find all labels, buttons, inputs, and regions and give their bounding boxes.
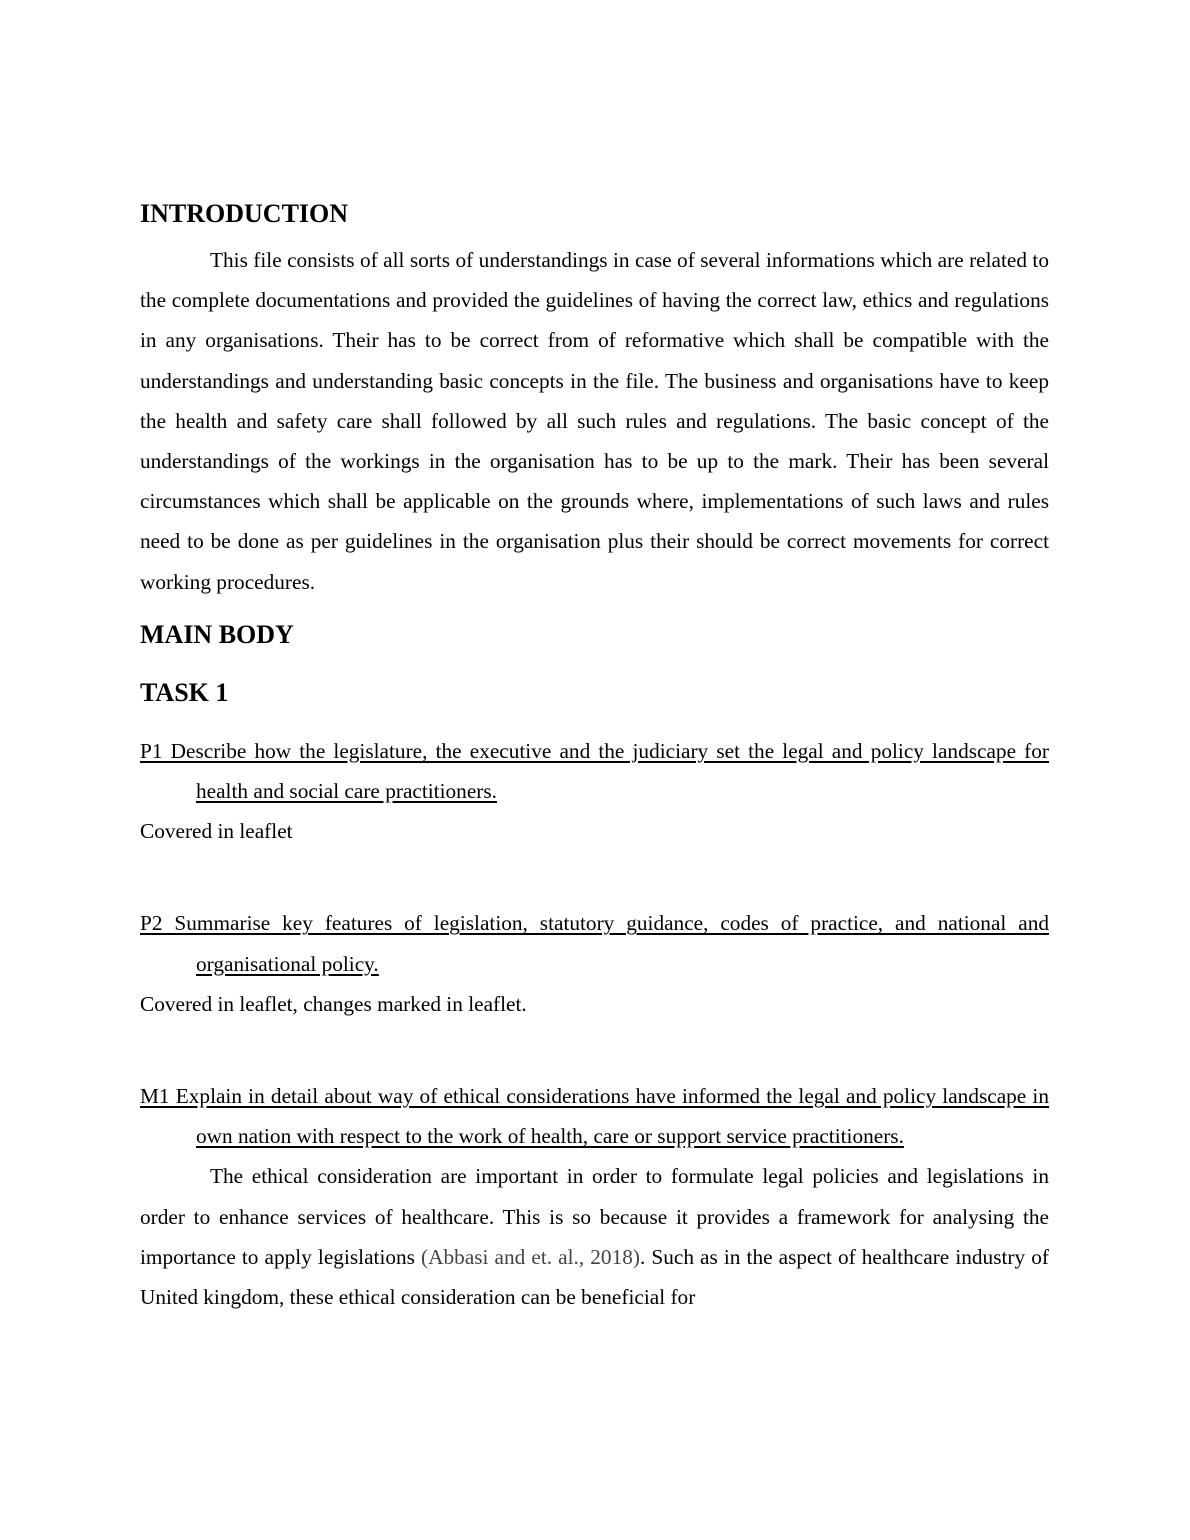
m1-task-title [140, 1076, 1049, 1156]
m1-paragraph-part2: . Such as in the aspect of healthcare industry of United kingdom, these ethical consideration can be beneficial for [140, 1244, 1049, 1310]
main-body-heading: MAIN BODY [140, 619, 294, 649]
p1-answer: Covered in leaflet [140, 819, 293, 844]
m1-citation: (Abbasi and et. al., 2018) [421, 1244, 640, 1269]
m1-paragraph-part1: The ethical consideration are important in order to formulate legal policies and legislations in order to enhance services of healthcare. This is so because it provides a framework for analysing the importance to apply legislations [140, 1164, 1049, 1269]
p2-task-title-text: P2 Summarise key features of legislation, statutory guidance, codes of practice, and national and organisational policy. [140, 911, 1049, 976]
spacer [140, 851, 1049, 903]
introduction-paragraph: This file consists of all sorts of understandings in case of several informations which are related to the complete documentations and provided the guidelines of having the correct law, ethics and regulations in any organisations. Their has to be correct from of reformative which shall be compatible with the understandings and understanding basic concepts in the file. The business and organisations have to keep the health and safety care shall followed by all such rules and regulations. The basic concept of the understandings of the workings in the organisation has to be up to the mark. Their has been several circumstances which shall be applicable on the grounds where, implementations of such laws and rules need to be done as per guidelines in the organisation plus their should be correct movements for correct working procedures. [140, 248, 1049, 594]
m1-paragraph [140, 1156, 1049, 1317]
m1-task-title-text: M1 Explain in detail about way of ethical considerations have informed the legal and policy landscape in own nation with respect to the work of health, care or support service practitioners. [140, 1084, 1049, 1149]
p1-task-title-text: P1 Describe how the legislature, the executive and the judiciary set the legal and policy landscape for health and social care practitioners. [140, 738, 1049, 804]
introduction-heading: INTRODUCTION [140, 199, 349, 228]
p2-answer: Covered in leaflet, changes marked in leaflet. [140, 991, 527, 1016]
p2-task-title [140, 903, 1049, 983]
p1-task-title [140, 731, 1049, 811]
task1-heading: TASK 1 [140, 677, 229, 707]
document-page [140, 196, 1049, 1317]
spacer [140, 1024, 1049, 1076]
